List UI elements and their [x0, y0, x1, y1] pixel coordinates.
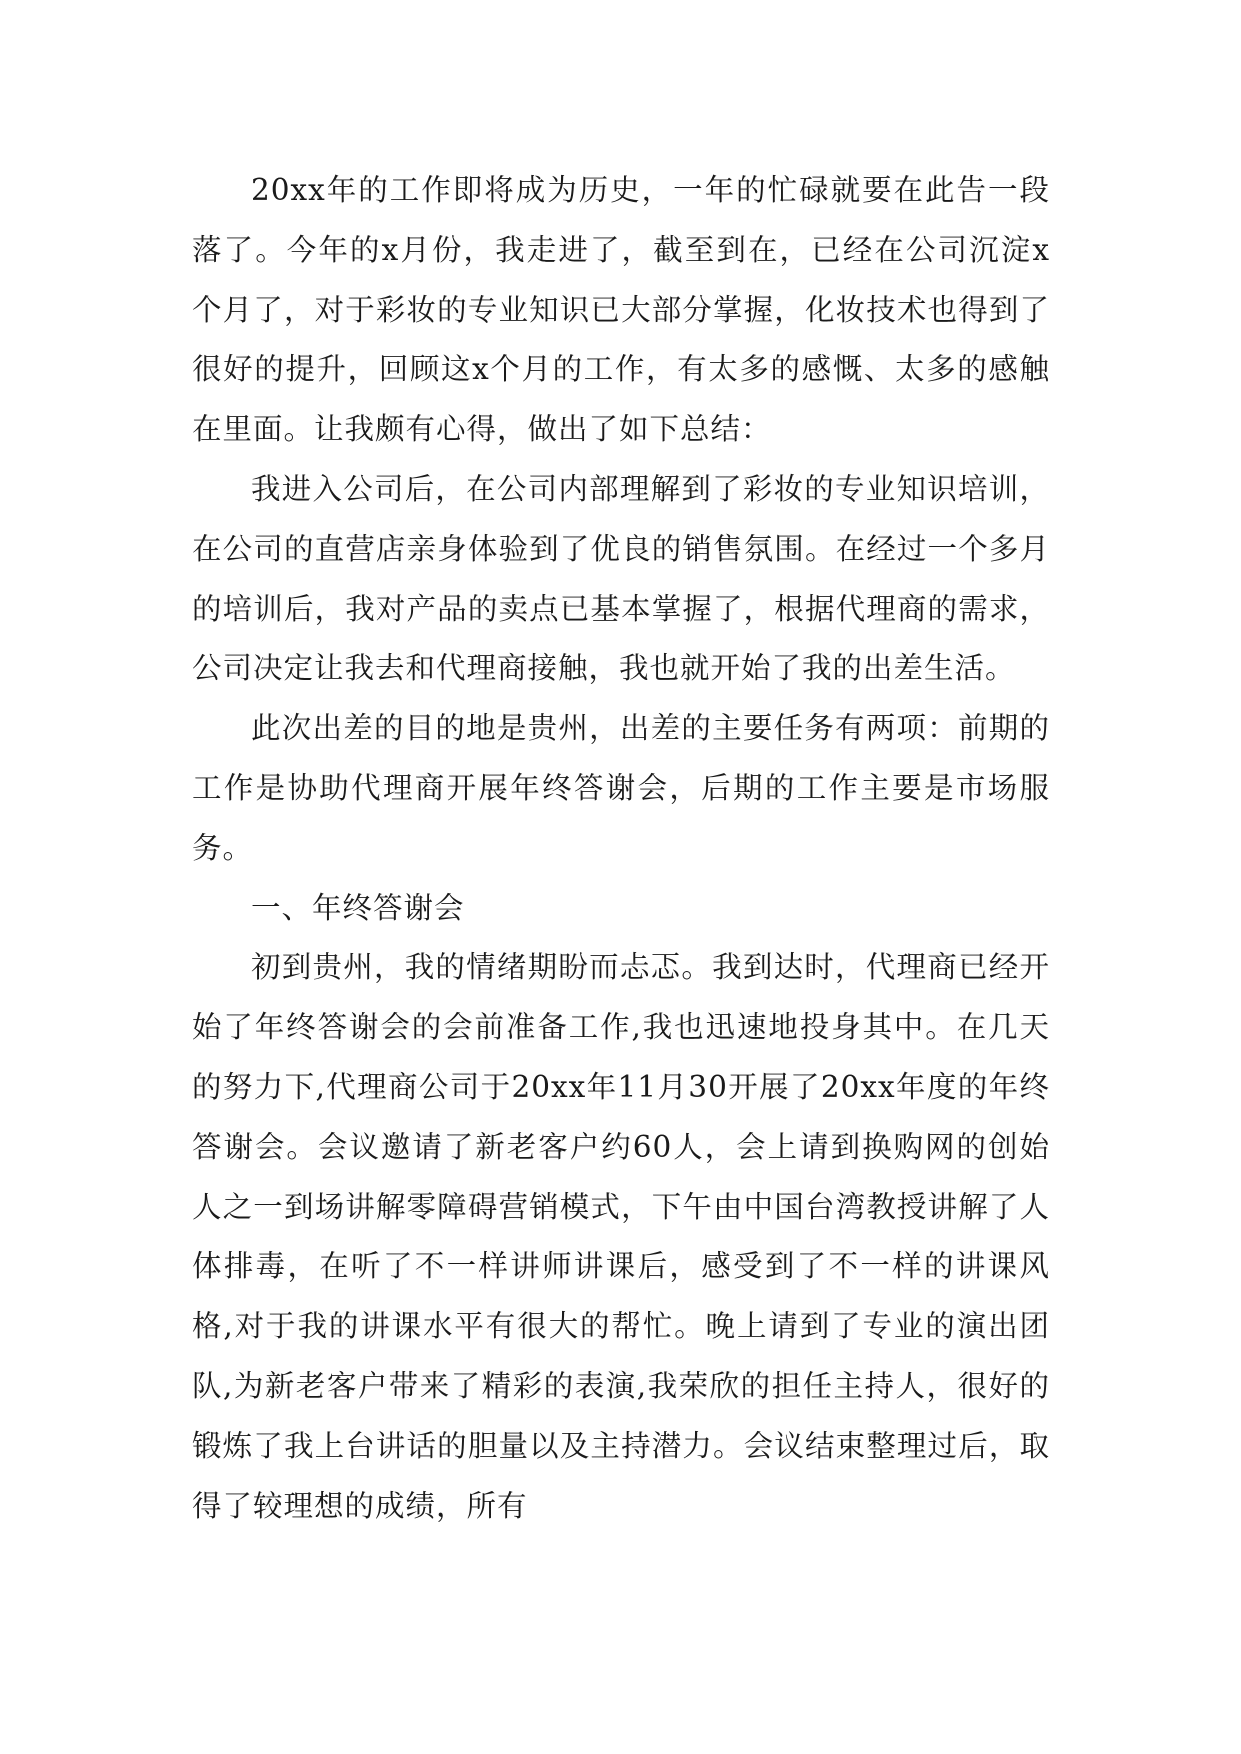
paragraph-business-trip: 此次出差的目的地是贵州，出差的主要任务有两项：前期的工作是协助代理商开展年终答谢会，后期的工作主要是市场服务。: [192, 711, 1050, 865]
paragraph-intro: 20xx年的工作即将成为历史，一年的忙碌就要在此告一段落了。今年的x月份，我走进了，截至到在，已经在公司沉淀x个月了，对于彩妆的专业知识已大部分掌握，化妆技术也得到了很好的提升，回顾这x个月的工作，有太多的感慨、太多的感触在里面。让我颇有心得，做出了如下总结：: [192, 173, 1050, 447]
paragraph-year-end-meeting: 初到贵州，我的情绪期盼而忐忑。我到达时，代理商已经开始了年终答谢会的会前准备工作,我也迅速地投身其中。在几天的努力下,代理商公司于20xx年11月30开展了20xx年度的年终答谢会。会议邀请了新老客户约60人，会上请到换购网的创始人之一到场讲解零障碍营销模式，下午由中国台湾教授讲解了人体排毒，在听了不一样讲师讲课后，感受到了不一样的讲课风格,对于我的讲课水平有很大的帮忙。晚上请到了专业的演出团队,为新老客户带来了精彩的表演,我荣欣的担任主持人，很好的锻炼了我上台讲话的胆量以及主持潜力。会议结束整理过后，取得了较理想的成绩，所有: [192, 950, 1050, 1523]
paragraph-training: 我进入公司后，在公司内部理解到了彩妆的专业知识培训，在公司的直营店亲身体验到了优良的销售氛围。在经过一个多月的培训后，我对产品的卖点已基本掌握了，根据代理商的需求，公司决定让我去和代理商接触，我也就开始了我的出差生活。: [192, 471, 1050, 686]
document-body: [192, 161, 1050, 1536]
section-heading: 一、年终答谢会: [251, 890, 465, 925]
